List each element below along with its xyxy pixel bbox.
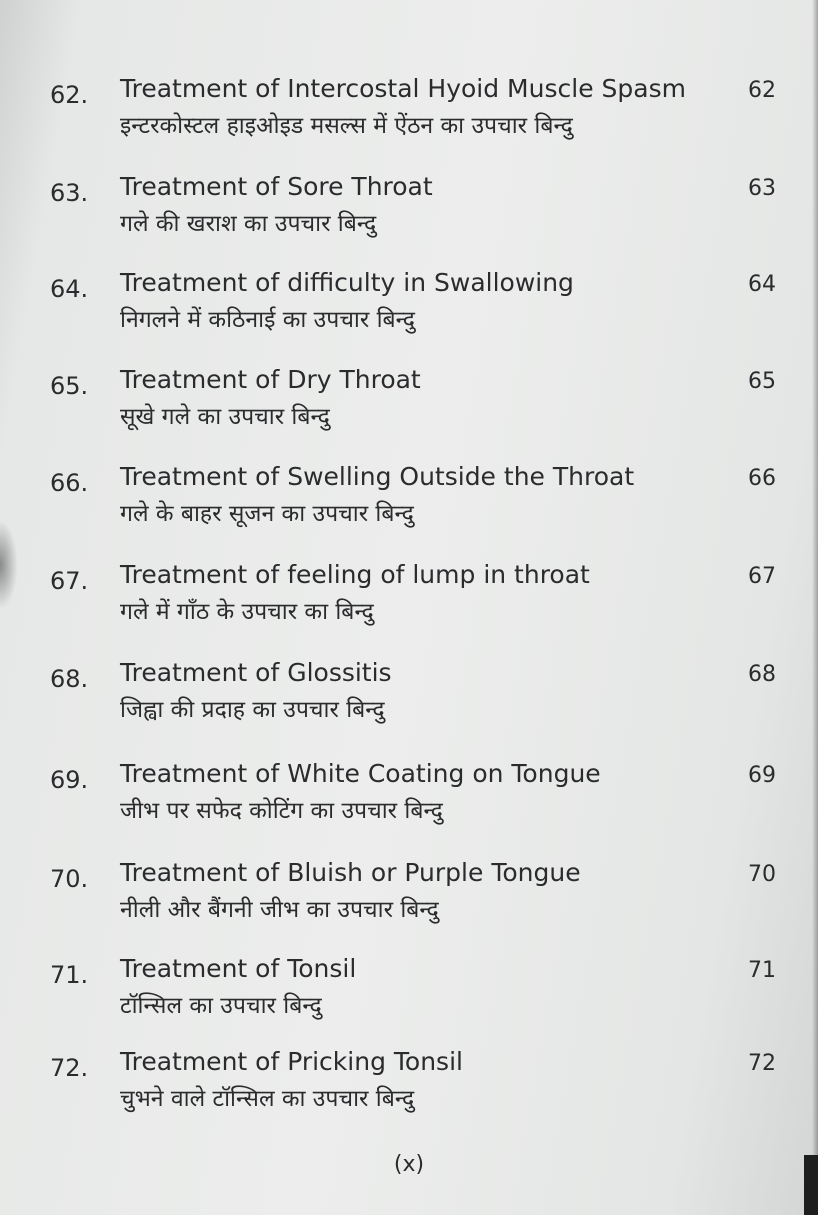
entry-number: 63. (50, 179, 89, 207)
entry-hindi-title: नीली और बैंगनी जीभ का उपचार बिन्दु (120, 897, 439, 923)
entry-title: Treatment of Pricking Tonsil (120, 1047, 463, 1076)
entry-hindi-title: इन्टरकोस्टल हाइओइड मसल्स में ऐंठन का उपचार बिन्दु (120, 113, 573, 139)
entry-hindi-title: टॉन्सिल का उपचार बिन्दु (120, 993, 322, 1019)
contents-entry (0, 462, 818, 558)
contents-entry (0, 74, 818, 170)
entry-number: 64. (50, 275, 89, 303)
entry-hindi-title: निगलने में कठिनाई का उपचार बिन्दु (120, 307, 416, 333)
entry-title: Treatment of feeling of lump in throat (120, 560, 590, 589)
entry-title: Treatment of difficulty in Swallowing (120, 268, 574, 297)
contents-entry (0, 759, 818, 855)
contents-entry (0, 1047, 818, 1143)
contents-entry (0, 954, 818, 1050)
entry-hindi-title: जीभ पर सफेद कोटिंग का उपचार बिन्दु (120, 798, 443, 824)
entry-hindi-title: गले की खराश का उपचार बिन्दु (120, 211, 377, 237)
contents-entry (0, 858, 818, 954)
entry-number: 68. (50, 665, 89, 693)
contents-entry (0, 560, 818, 656)
entry-title: Treatment of Tonsil (120, 954, 357, 983)
entry-title: Treatment of Intercostal Hyoid Muscle Spasm (120, 74, 686, 103)
entry-page-number: 65 (748, 369, 776, 394)
entry-page-number: 69 (748, 763, 776, 788)
entry-number: 71. (50, 961, 89, 989)
entry-title: Treatment of White Coating on Tongue (120, 759, 601, 788)
entry-page-number: 72 (748, 1051, 776, 1076)
entry-number: 69. (50, 766, 89, 794)
entry-title: Treatment of Bluish or Purple Tongue (120, 858, 581, 887)
page-footer-number: (x) (393, 1152, 425, 1177)
entry-page-number: 63 (748, 176, 776, 201)
entry-page-number: 70 (748, 862, 776, 887)
entry-title: Treatment of Swelling Outside the Throat (120, 462, 635, 491)
contents-entry (0, 658, 818, 754)
entry-page-number: 64 (748, 272, 776, 297)
entry-page-number: 68 (748, 662, 776, 687)
entry-title: Treatment of Glossitis (120, 658, 392, 687)
entry-title: Treatment of Sore Throat (120, 172, 433, 201)
contents-entry (0, 172, 818, 268)
entry-number: 70. (50, 865, 89, 893)
entry-page-number: 66 (748, 466, 776, 491)
entry-number: 66. (50, 469, 89, 497)
entry-hindi-title: गले में गाँठ के उपचार का बिन्दु (120, 599, 374, 625)
contents-entry (0, 365, 818, 461)
entry-number: 62. (50, 81, 89, 109)
entry-page-number: 67 (748, 564, 776, 589)
entry-hindi-title: जिह्वा की प्रदाह का उपचार बिन्दु (120, 697, 385, 723)
entry-number: 72. (50, 1054, 89, 1082)
contents-entry (0, 268, 818, 364)
entry-title: Treatment of Dry Throat (120, 365, 421, 394)
entry-number: 65. (50, 372, 89, 400)
entry-page-number: 62 (748, 78, 776, 103)
entry-hindi-title: गले के बाहर सूजन का उपचार बिन्दु (120, 501, 414, 527)
entry-page-number: 71 (748, 958, 776, 983)
entry-number: 67. (50, 567, 89, 595)
entry-hindi-title: चुभने वाले टॉन्सिल का उपचार बिन्दु (120, 1086, 415, 1112)
entry-hindi-title: सूखे गले का उपचार बिन्दु (120, 404, 330, 430)
